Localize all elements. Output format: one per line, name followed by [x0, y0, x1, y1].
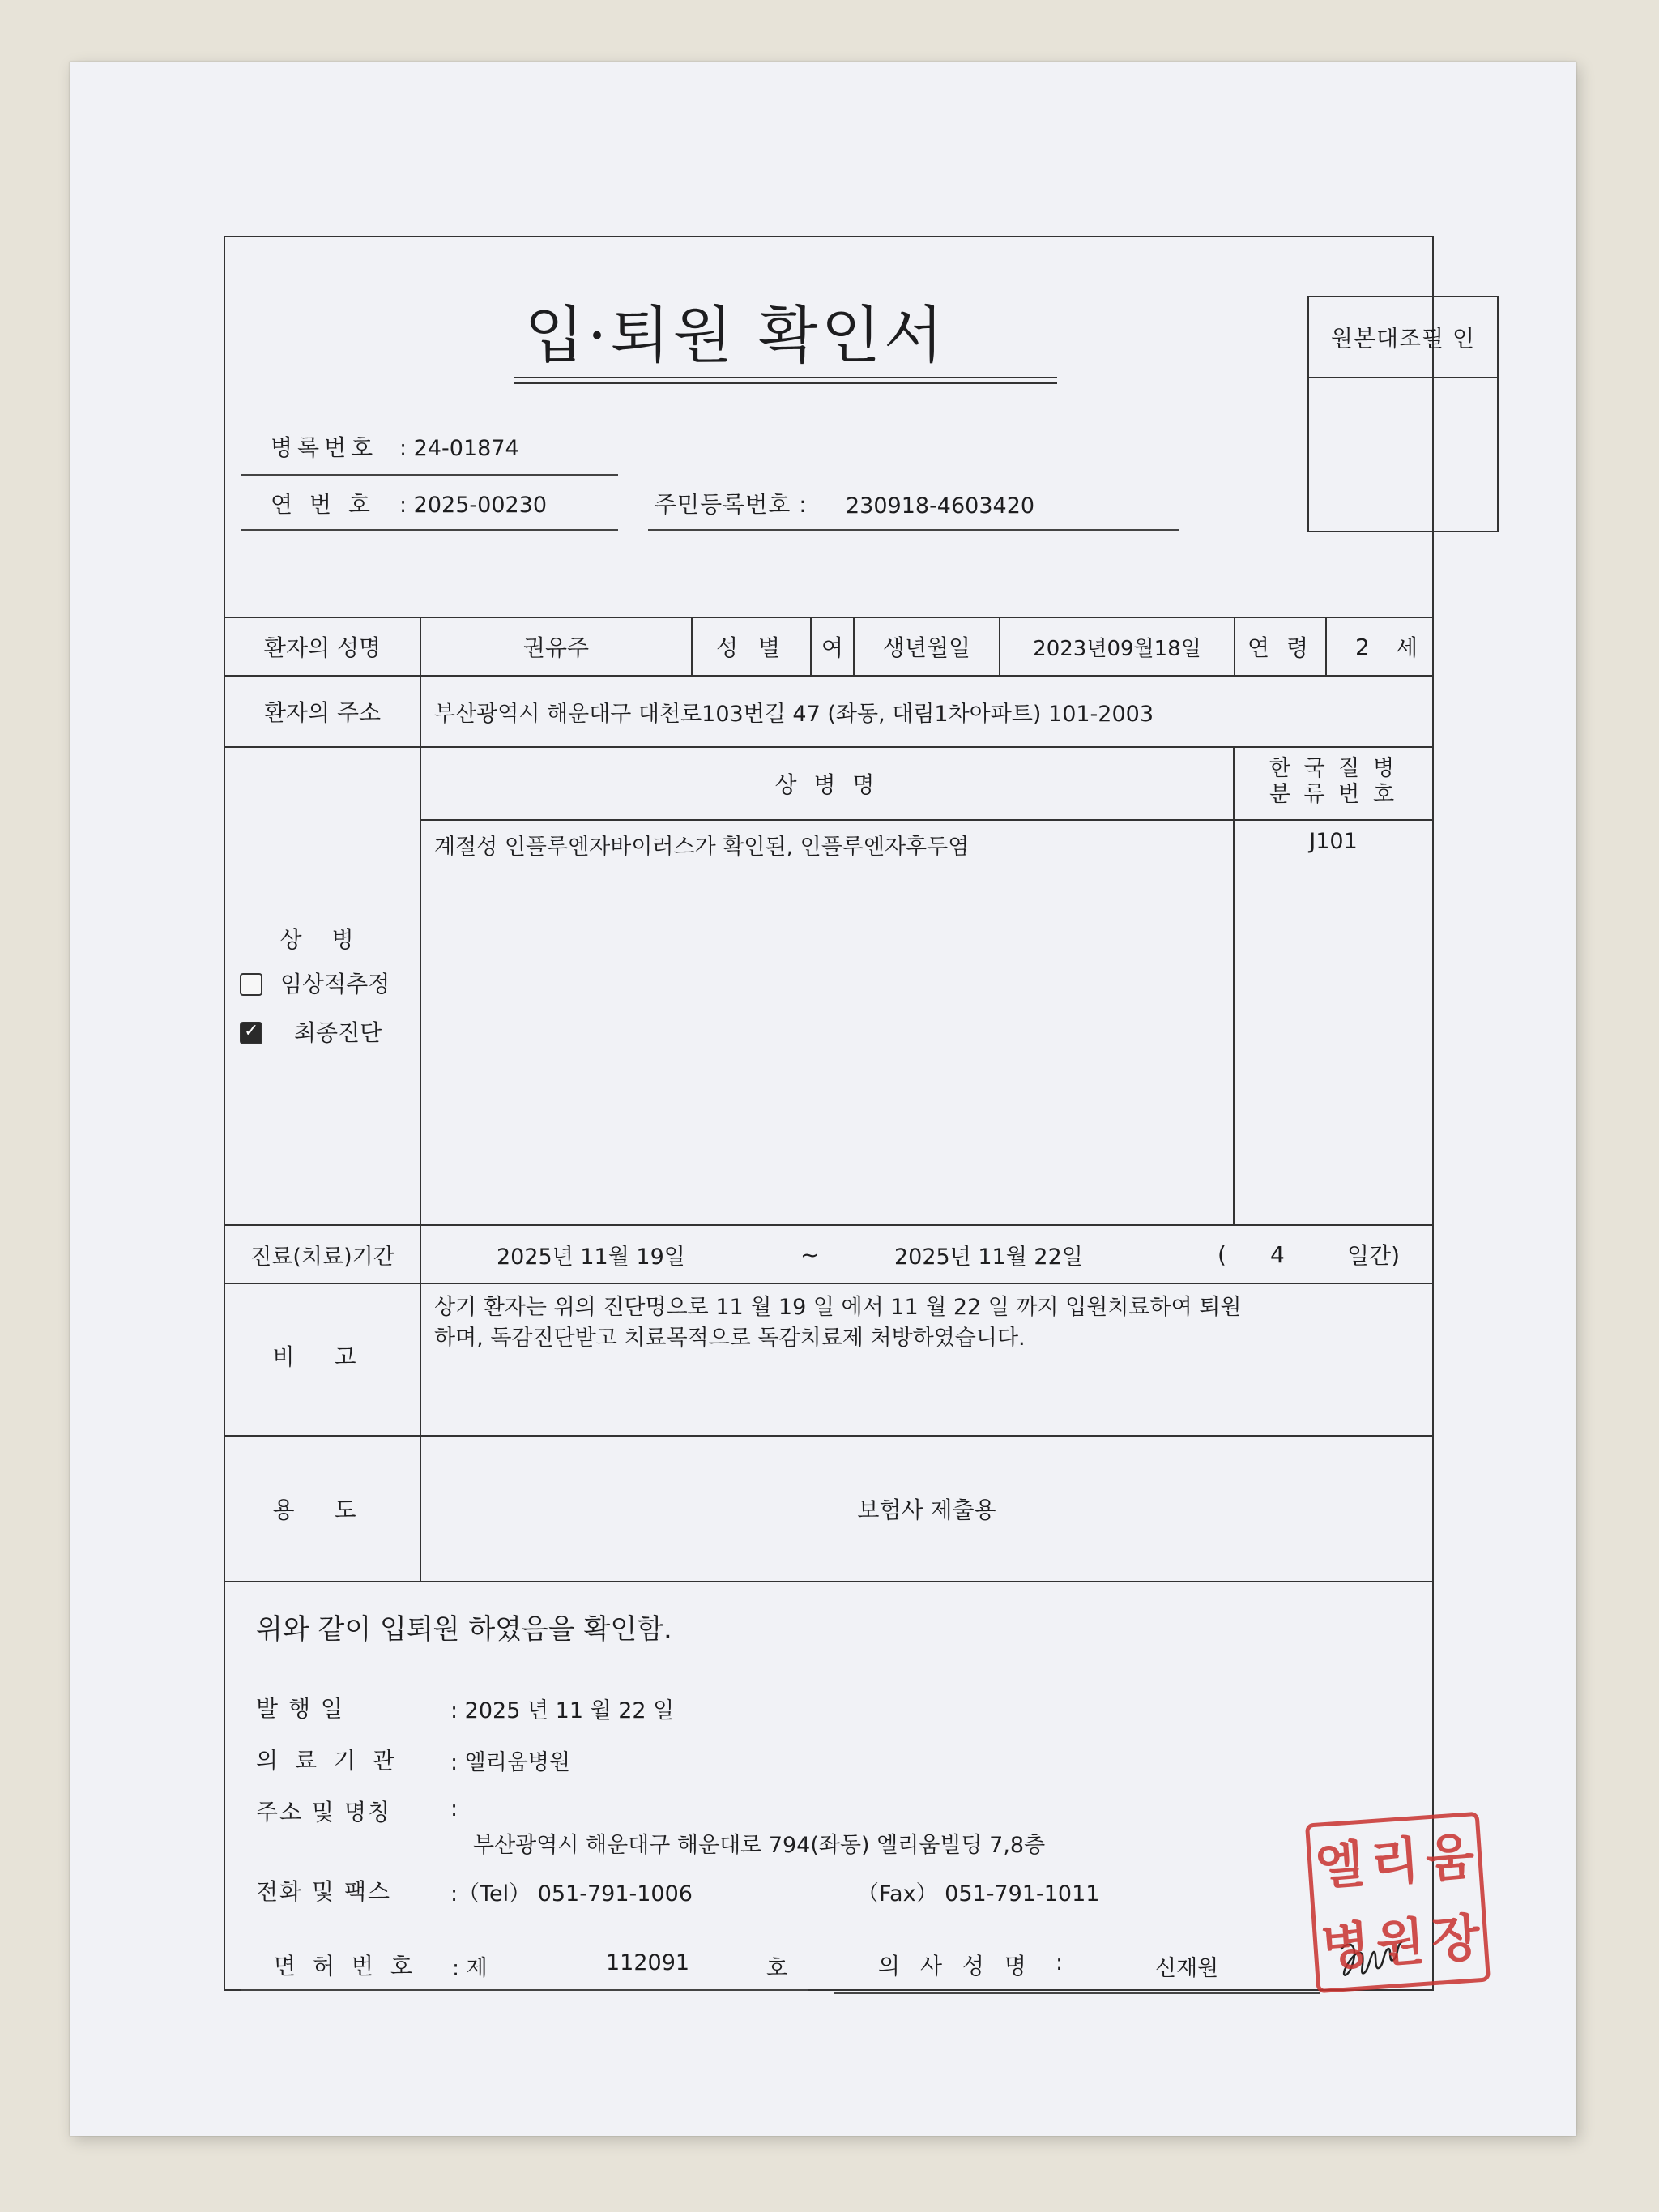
remarks-text — [434, 1292, 1418, 1354]
period-days-unit: 일간) — [1347, 1242, 1401, 1269]
kcd-code-header-line2: 분 류 번 호 — [1269, 782, 1398, 807]
grid-line — [225, 1283, 1432, 1284]
hospital-seal-stamp — [1305, 1812, 1491, 1993]
age-value: 2 — [1355, 633, 1370, 660]
seal-glyph: 엘 — [1313, 1834, 1367, 1897]
tel-value: :（Tel） 051-791-1006 — [450, 1881, 693, 1907]
diagnosis-name-value: 계절성 인플루엔자바이러스가 확인된, 인플루엔자후두염 — [434, 835, 970, 860]
doctor-name: 신재원 — [1155, 1956, 1219, 1981]
serial-no-value: : 2025-00230 — [399, 493, 548, 518]
diagnosis-code-value: J101 — [1309, 829, 1358, 854]
patient-name-label: 환자의 성명 — [263, 634, 382, 661]
title-underline-2 — [514, 382, 1057, 384]
license-underline — [241, 1989, 808, 1991]
original-verification-box — [1307, 296, 1499, 532]
title-underline — [514, 377, 1057, 378]
period-days: 4 — [1270, 1241, 1285, 1268]
confirmation-statement: 위와 같이 입퇴원 하였음을 확인함. — [256, 1613, 672, 1646]
seal-glyph: 장 — [1429, 1907, 1482, 1971]
seal-glyph: 병 — [1319, 1915, 1372, 1978]
phone-fax-label: 전화 및 팩스 — [256, 1878, 392, 1905]
doctor-label: 의 사 성 명 — [878, 1953, 1033, 1979]
institution-label: 의 료 기 관 — [256, 1747, 399, 1774]
diagnosis-label: 상 병 — [279, 926, 365, 953]
rrn-label: 주민등록번호 : — [655, 491, 808, 518]
period-paren: ( — [1218, 1241, 1226, 1268]
kcd-code-header-line1: 한 국 질 병 — [1269, 756, 1398, 781]
hospital-address-value: 부산광역시 해운대구 해운대로 794(좌동) 엘리움빌딩 7,8층 — [473, 1833, 1046, 1858]
dob-label: 생년월일 — [882, 634, 971, 661]
serial-no-label: 연 번 호 — [271, 491, 375, 518]
clinical-estimate-checkbox[interactable] — [240, 973, 262, 996]
rrn-value: 230918-4603420 — [846, 493, 1035, 519]
period-label: 진료(치료)기간 — [250, 1244, 394, 1270]
fax-value: （Fax） 051-791-1011 — [857, 1881, 1100, 1907]
serial-no-underline — [241, 529, 618, 531]
final-diagnosis-checkbox[interactable] — [240, 1022, 262, 1044]
grid-line — [420, 819, 1432, 821]
license-label: 면 허 번 호 — [274, 1953, 417, 1979]
kcd-code-header — [1235, 756, 1432, 808]
age-label: 연 령 — [1247, 634, 1313, 661]
hospital-address-label: 주소 및 명칭 — [256, 1799, 392, 1826]
record-no-underline — [241, 474, 618, 476]
license-prefix: : 제 — [452, 1956, 488, 1981]
seal-glyph: 움 — [1423, 1826, 1477, 1890]
address-label: 환자의 주소 — [263, 699, 382, 726]
document-title: 입·퇴원 확인서 — [524, 299, 947, 371]
hospital-address-colon: : — [450, 1796, 458, 1821]
institution-value: : 엘리움병원 — [450, 1750, 571, 1775]
license-suffix: 호 — [766, 1956, 788, 1981]
remarks-label: 비 고 — [272, 1343, 373, 1370]
patient-name-value: 권유주 — [522, 634, 590, 661]
period-tilde: ~ — [800, 1241, 820, 1268]
grid-line — [1325, 617, 1327, 675]
grid-line — [1233, 746, 1235, 1224]
document-paper — [70, 62, 1576, 2136]
rrn-underline — [648, 529, 1179, 531]
seal-glyph: 원 — [1374, 1911, 1427, 1974]
remarks-line-2: 하며, 독감진단받고 치료목적으로 독감치료제 처방하였습니다. — [434, 1326, 1026, 1351]
diagnosis-name-header: 상 병 명 — [774, 771, 880, 798]
final-diagnosis-label: 최종진단 — [294, 1019, 382, 1046]
seal-box-header: 원본대조필 인 — [1309, 297, 1497, 378]
period-end: 2025년 11월 22일 — [894, 1244, 1083, 1270]
dob-value: 2023년09월18일 — [1033, 636, 1201, 661]
record-no-label: 병록번호 — [271, 434, 378, 461]
issue-date-value: : 2025 년 11 월 22 일 — [450, 1698, 675, 1723]
period-start: 2025년 11월 19일 — [497, 1244, 685, 1270]
sex-label: 성 별 — [716, 634, 787, 661]
seal-glyph: 리 — [1368, 1830, 1422, 1894]
remarks-line-1: 상기 환자는 위의 진단명으로 11 월 19 일 에서 11 월 22 일 까지 입원치료하여 퇴원 — [434, 1295, 1242, 1320]
age-unit: 세 — [1396, 634, 1418, 661]
license-number: 112091 — [606, 1950, 690, 1975]
certificate-frame — [224, 236, 1482, 1991]
record-no-value: : 24-01874 — [399, 436, 519, 461]
doctor-colon: : — [1056, 1950, 1064, 1975]
purpose-value: 보험사 제출용 — [857, 1497, 996, 1523]
purpose-label: 용 도 — [272, 1497, 373, 1523]
sex-value: 여 — [821, 634, 844, 661]
clinical-estimate-label: 임상적추정 — [280, 971, 390, 997]
address-value: 부산광역시 해운대구 대천로103번길 47 (좌동, 대림1차아파트) 101-2003 — [434, 701, 1154, 727]
grid-line — [225, 1581, 1432, 1582]
doctor-underline — [834, 1992, 1320, 1994]
issue-date-label: 발 행 일 — [256, 1695, 344, 1722]
